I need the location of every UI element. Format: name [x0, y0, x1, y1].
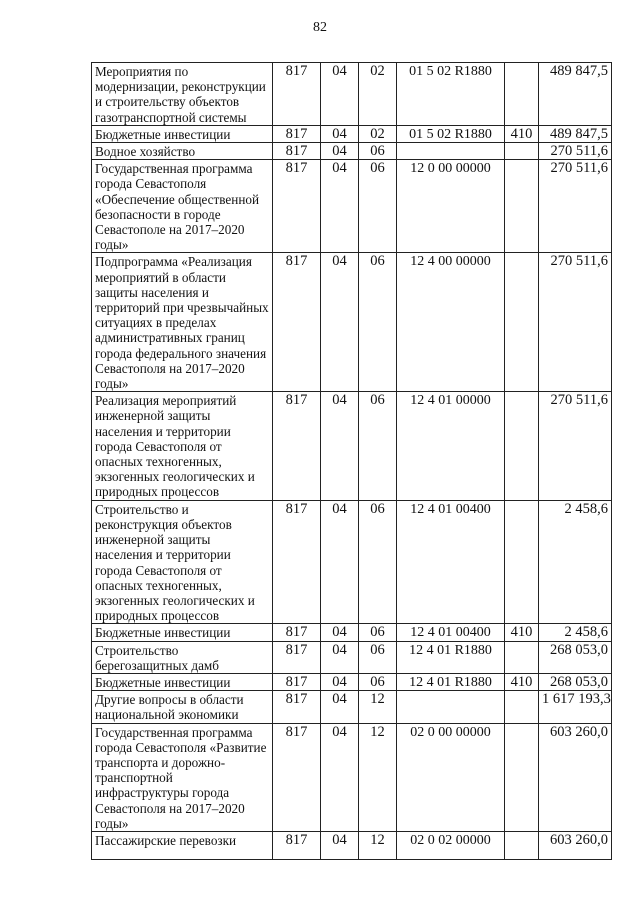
section-code-cell: 04 — [321, 63, 359, 126]
ministry-code-cell: 817 — [273, 624, 321, 641]
ministry-code-cell: 817 — [273, 641, 321, 673]
section-code-cell: 04 — [321, 641, 359, 673]
table-row — [92, 125, 612, 142]
amount-cell: 489 847,5 — [539, 125, 612, 142]
subsection-code-cell: 06 — [359, 253, 397, 392]
subsection-code-cell: 06 — [359, 673, 397, 690]
ministry-code-cell: 817 — [273, 723, 321, 831]
section-code-cell: 04 — [321, 125, 359, 142]
row-name-cell: Строительство и реконструкция объектов инженерной защиты населения и территории города Севастополя от опасных техногенных, экзогенных геологических и природных процессов — [92, 500, 273, 624]
section-code-cell: 04 — [321, 673, 359, 690]
target-article-cell: 01 5 02 R1880 — [397, 125, 505, 142]
expense-type-cell — [505, 641, 539, 673]
ministry-code-cell: 817 — [273, 253, 321, 392]
subsection-code-cell: 02 — [359, 125, 397, 142]
amount-cell: 2 458,6 — [539, 624, 612, 641]
ministry-code-cell: 817 — [273, 500, 321, 624]
target-article-cell: 01 5 02 R1880 — [397, 63, 505, 126]
expense-type-cell: 410 — [505, 125, 539, 142]
table-row — [92, 831, 612, 859]
expense-type-cell — [505, 253, 539, 392]
target-article-cell — [397, 143, 505, 160]
target-article-cell: 12 4 01 00000 — [397, 392, 505, 500]
row-name-cell: Государственная программа города Севастополя «Обеспечение общественной безопасности в городе Севастополе на 2017–2020 годы» — [92, 160, 273, 253]
table-row — [92, 63, 612, 126]
subsection-code-cell: 06 — [359, 500, 397, 624]
row-name-cell: Государственная программа города Севастополя «Развитие транспорта и дорожно-транспортной инфраструктуры города Севастополя на 2017–2020 годы» — [92, 723, 273, 831]
table-row — [92, 691, 612, 723]
section-code-cell: 04 — [321, 691, 359, 723]
row-name-cell: Другие вопросы в области национальной экономики — [92, 691, 273, 723]
budget-table — [91, 62, 612, 860]
target-article-cell: 12 4 01 R1880 — [397, 641, 505, 673]
ministry-code-cell: 817 — [273, 143, 321, 160]
subsection-code-cell: 12 — [359, 831, 397, 859]
amount-cell: 603 260,0 — [539, 723, 612, 831]
row-name-cell: Строительство берегозащитных дамб — [92, 641, 273, 673]
table-row — [92, 624, 612, 641]
subsection-code-cell: 06 — [359, 624, 397, 641]
table-row — [92, 253, 612, 392]
expense-type-cell: 410 — [505, 673, 539, 690]
amount-cell: 270 511,6 — [539, 392, 612, 500]
amount-cell: 2 458,6 — [539, 500, 612, 624]
section-code-cell: 04 — [321, 253, 359, 392]
amount-cell: 268 053,0 — [539, 641, 612, 673]
row-name-cell: Подпрограмма «Реализация мероприятий в области защиты населения и территорий при чрезвычайных ситуациях в пределах административных границ города федерального значения Севастополя на 2017–2020 годы» — [92, 253, 273, 392]
table-row — [92, 500, 612, 624]
ministry-code-cell: 817 — [273, 691, 321, 723]
expense-type-cell — [505, 831, 539, 859]
table-row — [92, 723, 612, 831]
amount-cell: 603 260,0 — [539, 831, 612, 859]
target-article-cell — [397, 691, 505, 723]
section-code-cell: 04 — [321, 392, 359, 500]
amount-cell: 270 511,6 — [539, 253, 612, 392]
subsection-code-cell: 12 — [359, 691, 397, 723]
expense-type-cell — [505, 500, 539, 624]
ministry-code-cell: 817 — [273, 673, 321, 690]
expense-type-cell — [505, 143, 539, 160]
section-code-cell: 04 — [321, 143, 359, 160]
subsection-code-cell: 06 — [359, 641, 397, 673]
row-name-cell: Пассажирские перевозки — [92, 831, 273, 859]
section-code-cell: 04 — [321, 500, 359, 624]
table-row — [92, 392, 612, 500]
amount-cell: 270 511,6 — [539, 143, 612, 160]
target-article-cell: 12 4 01 00400 — [397, 500, 505, 624]
subsection-code-cell: 06 — [359, 160, 397, 253]
target-article-cell: 12 4 00 00000 — [397, 253, 505, 392]
ministry-code-cell: 817 — [273, 831, 321, 859]
table-row — [92, 160, 612, 253]
section-code-cell: 04 — [321, 624, 359, 641]
section-code-cell: 04 — [321, 160, 359, 253]
expense-type-cell — [505, 63, 539, 126]
table-row — [92, 143, 612, 160]
ministry-code-cell: 817 — [273, 392, 321, 500]
target-article-cell: 12 4 01 R1880 — [397, 673, 505, 690]
expense-type-cell — [505, 723, 539, 831]
target-article-cell: 12 4 01 00400 — [397, 624, 505, 641]
ministry-code-cell: 817 — [273, 160, 321, 253]
amount-cell: 270 511,6 — [539, 160, 612, 253]
target-article-cell: 12 0 00 00000 — [397, 160, 505, 253]
amount-cell: 1 617 193,3 — [539, 691, 612, 723]
expense-type-cell — [505, 392, 539, 500]
budget-table-body — [92, 63, 612, 860]
subsection-code-cell: 12 — [359, 723, 397, 831]
expense-type-cell — [505, 160, 539, 253]
subsection-code-cell: 02 — [359, 63, 397, 126]
section-code-cell: 04 — [321, 723, 359, 831]
row-name-cell: Бюджетные инвестиции — [92, 125, 273, 142]
row-name-cell: Мероприятия по модернизации, реконструкции и строительству объектов газотранспортной системы — [92, 63, 273, 126]
target-article-cell: 02 0 02 00000 — [397, 831, 505, 859]
page-number: 82 — [313, 20, 327, 35]
ministry-code-cell: 817 — [273, 63, 321, 126]
section-code-cell: 04 — [321, 831, 359, 859]
table-row — [92, 673, 612, 690]
table-row — [92, 641, 612, 673]
amount-cell: 268 053,0 — [539, 673, 612, 690]
expense-type-cell: 410 — [505, 624, 539, 641]
expense-type-cell — [505, 691, 539, 723]
row-name-cell: Бюджетные инвестиции — [92, 673, 273, 690]
row-name-cell: Реализация мероприятий инженерной защиты населения и территории города Севастополя от опасных техногенных, экзогенных геологических и природных процессов — [92, 392, 273, 500]
row-name-cell: Водное хозяйство — [92, 143, 273, 160]
ministry-code-cell: 817 — [273, 125, 321, 142]
target-article-cell: 02 0 00 00000 — [397, 723, 505, 831]
subsection-code-cell: 06 — [359, 392, 397, 500]
row-name-cell: Бюджетные инвестиции — [92, 624, 273, 641]
subsection-code-cell: 06 — [359, 143, 397, 160]
amount-cell: 489 847,5 — [539, 63, 612, 126]
